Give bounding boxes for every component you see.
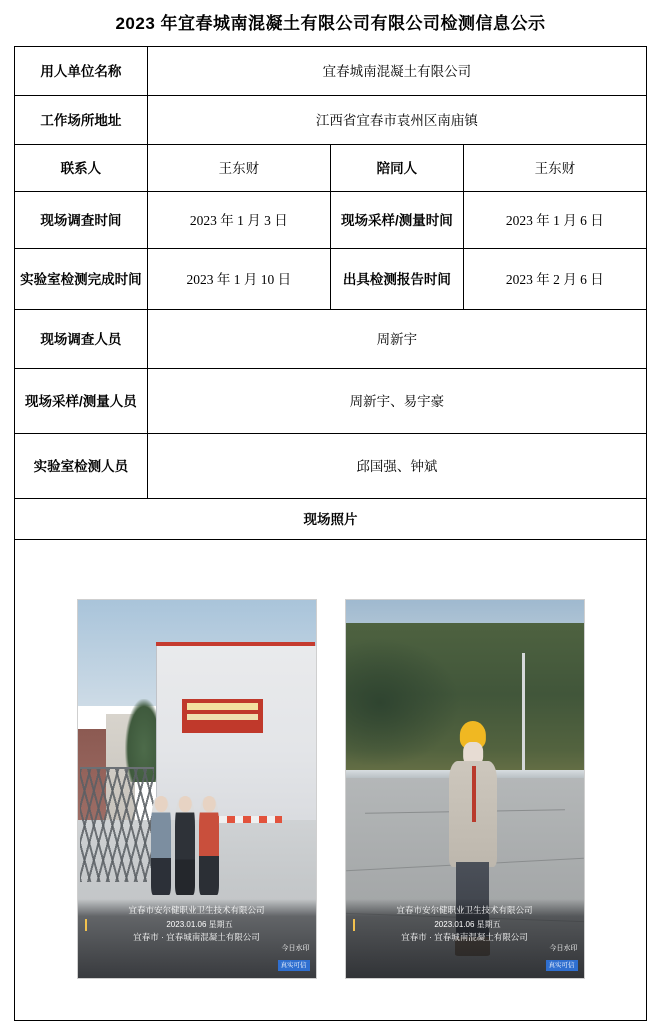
person-head (179, 796, 192, 812)
table-row (15, 192, 647, 249)
photo-watermark (78, 899, 316, 978)
watermark-stamp-badge: 真实可信 (546, 960, 578, 971)
banner-text-line1 (187, 703, 258, 710)
photos-cell (15, 540, 647, 1021)
table-row (15, 249, 647, 310)
watermark-location: 宜春市 · 宜春城南混凝土有限公司 (133, 931, 260, 942)
person-head (203, 796, 216, 812)
table-row (15, 369, 647, 434)
photo-site-gate (77, 599, 317, 979)
table-row (15, 145, 647, 192)
watermark-datetime: 2023.01.06 星期五 (353, 919, 577, 930)
row-value-sampling-staff: 周新宇、易宇豪 (147, 369, 646, 434)
watermark-company: 宜春市安尔健职业卫生技术有限公司 (396, 905, 533, 916)
utility-pole (522, 653, 526, 782)
row-value-accompanier: 王东财 (463, 145, 646, 192)
lanyard (472, 766, 476, 822)
photo-worker-road (345, 599, 585, 979)
row-label-lab-finish-date: 实验室检测完成时间 (15, 249, 148, 310)
page-title: 2023 年宜春城南混凝土有限公司有限公司检测信息公示 (115, 14, 546, 33)
person-2 (175, 797, 195, 895)
photo-watermark (346, 899, 584, 978)
row-label-accompanier: 陪同人 (330, 145, 463, 192)
row-label-survey-date: 现场调查时间 (15, 192, 148, 249)
retractable-gate (80, 767, 154, 882)
table-row (15, 434, 647, 499)
row-label-employer-name: 用人单位名称 (15, 47, 148, 96)
road-barrier (211, 816, 282, 824)
table-row (15, 47, 647, 96)
row-value-sampling-date: 2023 年 1 月 6 日 (463, 192, 646, 249)
row-value-survey-staff: 周新宇 (147, 310, 646, 369)
watermark-datetime: 2023.01.06 星期五 (85, 919, 309, 930)
watermark-stamp-title: 今日水印 (549, 944, 578, 952)
row-label-sampling-staff: 现场采样/测量人员 (15, 369, 148, 434)
row-value-lab-finish-date: 2023 年 1 月 10 日 (147, 249, 330, 310)
row-value-contact: 王东财 (147, 145, 330, 192)
table-row (15, 499, 647, 540)
watermark-company: 宜春市安尔健职业卫生技术有限公司 (128, 905, 265, 916)
row-label-lab-staff: 实验室检测人员 (15, 434, 148, 499)
hillside-shadow (346, 638, 460, 767)
watermark-stamp-title: 今日水印 (281, 944, 310, 952)
row-label-contact: 联系人 (15, 145, 148, 192)
row-label-workplace-address: 工作场所地址 (15, 96, 148, 145)
table-row (15, 96, 647, 145)
row-value-survey-date: 2023 年 1 月 3 日 (147, 192, 330, 249)
row-value-workplace-address: 江西省宜春市袁州区南庙镇 (147, 96, 646, 145)
row-label-report-issue-date: 出具检测报告时间 (330, 249, 463, 310)
row-value-employer-name: 宜春城南混凝土有限公司 (147, 47, 646, 96)
watermark-location: 宜春市 · 宜春城南混凝土有限公司 (401, 931, 528, 942)
person-1 (151, 797, 171, 895)
inspection-info-table (14, 46, 647, 1021)
person-3 (199, 797, 219, 895)
person-head (155, 796, 168, 812)
watermark-stamp (278, 944, 310, 973)
photo-gallery (15, 557, 646, 1003)
row-label-survey-staff: 现场调查人员 (15, 310, 148, 369)
row-value-lab-staff: 邱国强、钟斌 (147, 434, 646, 499)
red-banner-sign (182, 699, 263, 733)
watermark-stamp-badge: 真实可信 (278, 960, 310, 971)
table-row (15, 310, 647, 369)
table-row (15, 540, 647, 1021)
row-label-sampling-date: 现场采样/测量时间 (330, 192, 463, 249)
watermark-stamp (546, 944, 578, 973)
banner-text-line2 (187, 714, 258, 720)
row-value-report-issue-date: 2023 年 2 月 6 日 (463, 249, 646, 310)
photos-section-header: 现场照片 (15, 499, 647, 540)
